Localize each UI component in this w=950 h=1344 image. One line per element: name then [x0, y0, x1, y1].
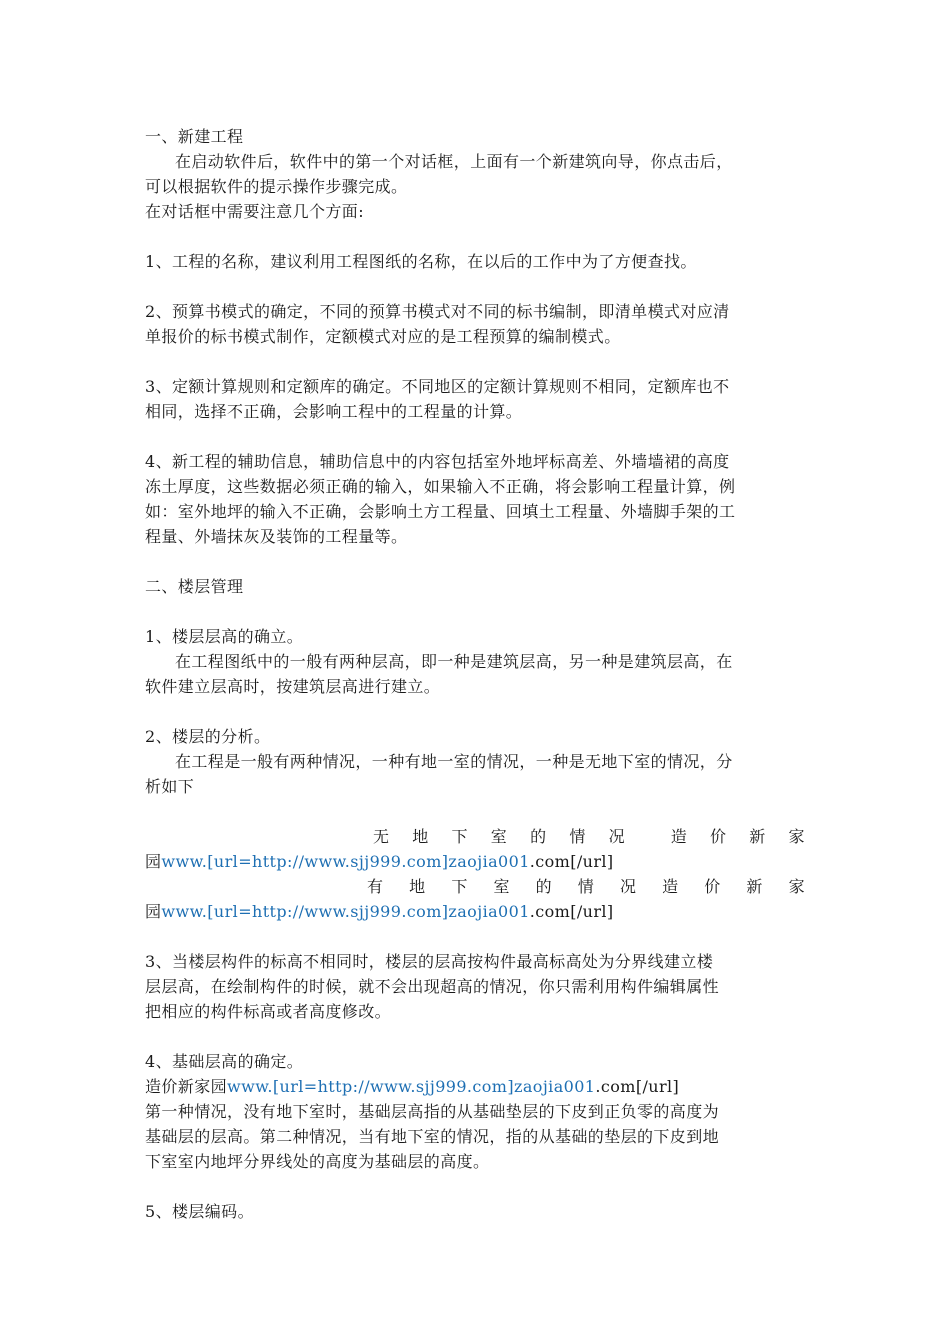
blank-line	[145, 1024, 805, 1049]
case-line-with-basement: 有 地 下 室 的 情 况 造 价 新 家	[367, 877, 805, 896]
paragraph-line: 在工程是一般有两种情况，一种有地一室的情况，一种是无地下室的情况，分	[175, 752, 733, 771]
url-link[interactable]: www.[url=http://www.sjj999.com]zaojia001	[161, 852, 530, 871]
list-item: 4、新工程的辅助信息，辅助信息中的内容包括室外地坪标高差、外墙墙裙的高度	[145, 452, 730, 471]
list-item: 3、当楼层构件的标高不相同时，楼层的层高按构件最高标高处为分界线建立楼	[145, 952, 714, 971]
blank-line	[145, 424, 805, 449]
case-line-no-basement-cont: 园www.[url=http://www.sjj999.com]zaojia001.com[/url]	[145, 852, 614, 871]
blank-line	[145, 274, 805, 299]
document-body	[145, 124, 805, 1224]
section-heading: 一、新建工程	[145, 127, 244, 146]
blank-line	[145, 549, 805, 574]
paragraph-line: 析如下	[145, 777, 195, 796]
blank-line	[145, 599, 805, 624]
list-item-continuation: 冻土厚度，这些数据必须正确的输入，如果输入不正确，将会影响工程量计算，例	[145, 477, 736, 496]
list-item-continuation: 把相应的构件标高或者高度修改。	[145, 1002, 392, 1021]
subsection-heading: 1、楼层层高的确立。	[145, 627, 304, 646]
subsection-heading: 5、楼层编码。	[145, 1202, 254, 1221]
url-link[interactable]: www.[url=http://www.sjj999.com]zaojia001	[161, 902, 530, 921]
url-link[interactable]: www.[url=http://www.sjj999.com]zaojia001	[227, 1077, 596, 1096]
list-item: 3、定额计算规则和定额库的确定。不同地区的定额计算规则不相同，定额库也不	[145, 377, 730, 396]
site-link-line: 造价新家园www.[url=http://www.sjj999.com]zaojia001.com[/url]	[145, 1077, 680, 1096]
blank-line	[145, 224, 805, 249]
blank-line	[145, 349, 805, 374]
paragraph-line: 下室室内地坪分界线处的高度为基础层的高度。	[145, 1152, 490, 1171]
list-item-continuation: 相同，选择不正确，会影响工程中的工程量的计算。	[145, 402, 523, 421]
paragraph-line: 在工程图纸中的一般有两种层高，即一种是建筑层高，另一种是建筑层高，在	[175, 652, 733, 671]
paragraph-line: 在对话框中需要注意几个方面:	[145, 202, 364, 221]
subsection-heading: 4、基础层高的确定。	[145, 1052, 304, 1071]
paragraph-line: 软件建立层高时，按建筑层高进行建立。	[145, 677, 441, 696]
paragraph-line: 第一种情况，没有地下室时，基础层高指的从基础垫层的下皮到正负零的高度为	[145, 1102, 720, 1121]
list-item-continuation: 如：室外地坪的输入不正确，会影响土方工程量、回填土工程量、外墙脚手架的工	[145, 502, 736, 521]
list-item-continuation: 单报价的标书模式制作，定额模式对应的是工程预算的编制模式。	[145, 327, 621, 346]
section-heading: 二、楼层管理	[145, 577, 244, 596]
list-item-continuation: 程量、外墙抹灰及装饰的工程量等。	[145, 527, 408, 546]
blank-line	[145, 924, 805, 949]
list-item-continuation: 层层高，在绘制构件的时候，就不会出现超高的情况，你只需利用构件编辑属性	[145, 977, 720, 996]
case-line-with-basement-cont: 园www.[url=http://www.sjj999.com]zaojia001.com[/url]	[145, 902, 614, 921]
subsection-heading: 2、楼层的分析。	[145, 727, 271, 746]
blank-line	[145, 799, 805, 824]
paragraph-line: 可以根据软件的提示操作步骤完成。	[145, 177, 408, 196]
paragraph-line: 在启动软件后，软件中的第一个对话框，上面有一个新建筑向导，你点击后，	[175, 152, 733, 171]
paragraph-line: 基础层的层高。第二种情况，当有地下室的情况，指的从基础的垫层的下皮到地	[145, 1127, 720, 1146]
case-line-no-basement: 无 地 下 室 的 情 况 造 价 新 家	[373, 827, 805, 846]
blank-line	[145, 1174, 805, 1199]
list-item: 1、工程的名称，建议利用工程图纸的名称，在以后的工作中为了方便查找。	[145, 252, 697, 271]
list-item: 2、预算书模式的确定，不同的预算书模式对不同的标书编制，即清单模式对应清	[145, 302, 730, 321]
blank-line	[145, 699, 805, 724]
